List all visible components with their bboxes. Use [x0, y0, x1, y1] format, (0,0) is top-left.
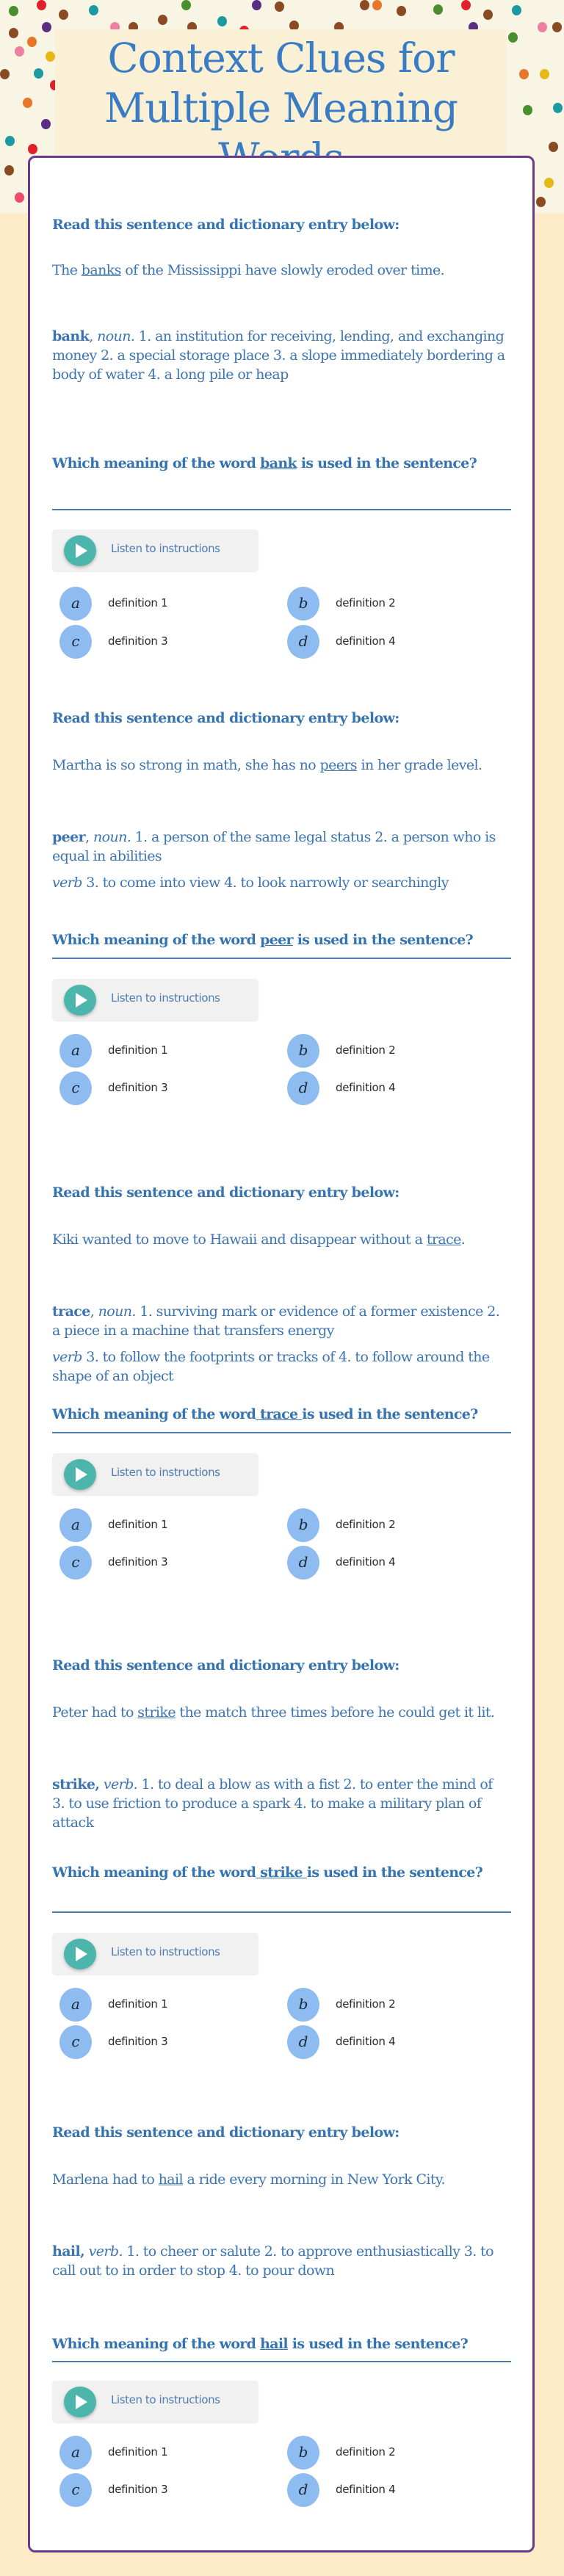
entry-senses: 3. to follow the footprints or tracks of 4. to follow around the shape of an object — [52, 1349, 490, 1384]
decorative-dot — [461, 0, 471, 10]
decorative-dot — [252, 0, 261, 10]
section-heading: Read this sentence and dictionary entry below: — [52, 2124, 400, 2141]
divider — [52, 2361, 511, 2362]
decorative-dot — [523, 105, 532, 115]
decorative-dot — [483, 10, 493, 20]
choice-letter-badge: a — [59, 1034, 92, 1068]
choice-letter-badge: d — [287, 2473, 319, 2507]
example-sentence — [52, 2170, 507, 2189]
choice-d[interactable] — [280, 1546, 500, 1580]
choice-label: definition 2 — [336, 1043, 396, 1057]
choice-letter-badge: b — [287, 1508, 319, 1542]
question-text: is used in the sentence? — [296, 455, 477, 471]
choice-a[interactable] — [52, 1034, 272, 1068]
choice-label: definition 4 — [336, 1081, 396, 1094]
entry-word: bank — [52, 328, 90, 344]
title-banner — [55, 29, 507, 154]
choice-label: definition 3 — [108, 634, 168, 648]
question-text: is used in the sentence? — [302, 1406, 478, 1422]
question-text: Which meaning of the word — [52, 1864, 256, 1881]
worksheet-card — [28, 156, 535, 2553]
dictionary-entry — [52, 327, 507, 384]
sentence-text: . — [460, 1231, 466, 1248]
decorative-dot — [9, 28, 18, 38]
choice-label: definition 4 — [336, 1555, 396, 1569]
decorative-dot — [538, 22, 547, 32]
decorative-dot — [275, 1, 284, 12]
target-word: strike — [137, 1704, 176, 1721]
decorative-dot — [519, 69, 529, 79]
question-target-word: peer — [260, 932, 293, 948]
choice-a[interactable] — [52, 1988, 272, 2022]
part-of-speech: noun. — [98, 1303, 136, 1320]
entry-senses: 1. surviving mark or evidence of a former existence 2. a piece in a machine that transfers energy — [52, 1303, 500, 1339]
listen-label: Listen to instructions — [111, 1466, 220, 1479]
choice-c[interactable] — [52, 2025, 272, 2059]
decorative-dot — [41, 119, 51, 129]
choice-label: definition 3 — [108, 1081, 168, 1094]
decorative-dot — [9, 6, 18, 16]
target-word: hail — [158, 2171, 183, 2188]
decorative-dot — [42, 22, 51, 32]
decorative-dot — [27, 37, 37, 47]
example-sentence — [52, 1703, 507, 1722]
question-text: is used in the sentence? — [292, 932, 473, 948]
choice-label: definition 2 — [336, 1997, 396, 2011]
choice-letter-badge: d — [287, 1071, 319, 1105]
choice-label: definition 4 — [336, 2035, 396, 2048]
decorative-dot — [512, 5, 521, 15]
choice-c[interactable] — [52, 625, 272, 659]
choice-d[interactable] — [280, 1071, 500, 1105]
section-heading: Read this sentence and dictionary entry below: — [52, 1184, 400, 1201]
decorative-dot — [397, 6, 406, 16]
section-heading: Read this sentence and dictionary entry below: — [52, 1657, 400, 1674]
divider — [52, 958, 511, 959]
choice-a[interactable] — [52, 587, 272, 621]
section-heading: Read this sentence and dictionary entry below: — [52, 710, 400, 726]
choice-label: definition 1 — [108, 2445, 168, 2459]
entry-word: peer — [52, 829, 86, 845]
entry-senses: 1. an institution for receiving, lending, and exchanging money 2. a special storage place 3. a slope immediately bordering a body of water 4. a long pile or heap — [52, 328, 505, 383]
sentence-text: a ride every morning in New York City. — [183, 2171, 445, 2188]
choice-c[interactable] — [52, 1546, 272, 1580]
choice-a[interactable] — [52, 1508, 272, 1542]
question-prompt — [52, 2334, 515, 2354]
play-icon — [64, 1939, 96, 1969]
divider — [52, 1911, 511, 1913]
part-of-speech: verb — [52, 1349, 82, 1365]
question-target-word: trace — [256, 1406, 303, 1422]
choice-label: definition 2 — [336, 596, 396, 609]
decorative-dot — [89, 5, 98, 15]
choice-letter-badge: c — [59, 625, 92, 659]
choice-label: definition 3 — [108, 2035, 168, 2048]
target-word: trace — [426, 1231, 461, 1248]
part-of-speech: noun. — [93, 829, 131, 845]
dictionary-entry — [52, 1302, 507, 1340]
decorative-dot — [34, 68, 43, 79]
choice-label: definition 1 — [108, 596, 168, 609]
decorative-dot — [372, 0, 382, 10]
target-word: peers — [319, 757, 358, 773]
choice-letter-badge: d — [287, 625, 319, 659]
decorative-dot — [5, 136, 15, 146]
listen-label: Listen to instructions — [111, 1945, 220, 1958]
choice-letter-badge: c — [59, 1546, 92, 1580]
listen-to-instructions-button[interactable] — [52, 1933, 258, 1975]
choice-label: definition 2 — [336, 1518, 396, 1531]
sentence-text: The — [52, 262, 82, 278]
choice-letter-badge: c — [59, 2473, 92, 2507]
question-text: is used in the sentence? — [306, 1864, 483, 1881]
play-icon — [64, 1459, 96, 1490]
listen-label: Listen to instructions — [111, 542, 220, 555]
entry-separator: , — [85, 829, 93, 845]
decorative-dot — [217, 16, 227, 26]
decorative-dot — [544, 178, 554, 188]
decorative-dot — [28, 144, 37, 154]
choice-letter-badge: d — [287, 1546, 319, 1580]
decorative-dot — [181, 0, 191, 10]
decorative-dot — [553, 103, 563, 113]
sentence-text: of the Mississippi have slowly eroded over time. — [120, 262, 445, 278]
part-of-speech: verb. — [88, 2243, 123, 2260]
entry-senses: 1. to cheer or salute 2. to approve enthusiastically 3. to call out to in order to stop 4. to pour down — [52, 2243, 494, 2279]
decorative-dot — [46, 51, 55, 62]
choice-letter-badge: a — [59, 587, 92, 621]
decorative-dot — [552, 22, 562, 32]
decorative-dot — [37, 0, 46, 10]
choice-c[interactable] — [52, 1071, 272, 1105]
choice-letter-badge: b — [287, 2436, 319, 2470]
choice-d[interactable] — [280, 2025, 500, 2059]
choice-label: definition 1 — [108, 1043, 168, 1057]
choice-label: definition 1 — [108, 1518, 168, 1531]
choice-letter-badge: c — [59, 2025, 92, 2059]
choice-letter-badge: c — [59, 1071, 92, 1105]
decorative-dot — [23, 98, 32, 108]
choice-label: definition 1 — [108, 1997, 168, 2011]
example-sentence — [52, 1230, 507, 1249]
decorative-dot — [0, 69, 10, 79]
question-prompt — [52, 454, 515, 473]
choice-letter-badge: d — [287, 2025, 319, 2059]
entry-word: strike, — [52, 1776, 100, 1792]
play-icon — [64, 985, 96, 1016]
question-text: Which meaning of the word — [52, 1406, 256, 1422]
question-target-word: hail — [260, 2336, 288, 2352]
decorative-dot — [15, 192, 24, 203]
divider — [52, 1432, 511, 1433]
decorative-dot — [540, 69, 549, 79]
decorative-dot — [158, 15, 167, 25]
listen-label: Listen to instructions — [111, 991, 220, 1005]
listen-to-instructions-button[interactable] — [52, 2381, 258, 2423]
decorative-dot — [4, 165, 14, 176]
choice-letter-badge: b — [287, 1034, 319, 1068]
choice-a[interactable] — [52, 2436, 272, 2470]
question-prompt — [52, 1405, 515, 1424]
listen-to-instructions-button[interactable] — [52, 1453, 258, 1495]
title-line-1: Context Clues for — [107, 35, 455, 82]
dictionary-entry — [52, 2242, 507, 2280]
listen-to-instructions-button[interactable] — [52, 979, 258, 1021]
dictionary-entry-verb — [52, 873, 507, 892]
question-text: is used in the sentence? — [287, 2336, 469, 2352]
choice-b[interactable] — [280, 1034, 500, 1068]
choice-label: definition 2 — [336, 2445, 396, 2459]
choice-label: definition 4 — [336, 634, 396, 648]
question-target-word: bank — [260, 455, 297, 471]
choice-b[interactable] — [280, 587, 500, 621]
entry-senses: 1. a person of the same legal status 2. a person who is equal in abilities — [52, 829, 496, 864]
play-icon — [64, 2387, 96, 2417]
entry-senses: 1. to deal a blow as with a fist 2. to enter the mind of 3. to use friction to produce a spark 4. to make a military plan of attack — [52, 1776, 493, 1831]
choice-letter-badge: b — [287, 1988, 319, 2022]
decorative-dot — [59, 10, 68, 20]
choice-label: definition 3 — [108, 1555, 168, 1569]
choice-label: definition 4 — [336, 2483, 396, 2496]
question-prompt — [52, 930, 515, 949]
play-icon — [64, 535, 96, 566]
dictionary-entry-verb — [52, 1347, 507, 1386]
question-prompt — [52, 1863, 515, 1882]
entry-senses: 3. to come into view 4. to look narrowly or searchingly — [82, 875, 449, 891]
choice-letter-badge: a — [59, 1508, 92, 1542]
sentence-text: Marlena had to — [52, 2171, 159, 2188]
dictionary-entry — [52, 1775, 507, 1832]
entry-separator: , — [90, 1303, 98, 1320]
question-text: Which meaning of the word — [52, 2336, 261, 2352]
decorative-dot — [433, 4, 443, 15]
choice-letter-badge: b — [287, 587, 319, 621]
sentence-text: in her grade level. — [357, 757, 482, 773]
example-sentence — [52, 261, 507, 280]
choice-d[interactable] — [280, 2473, 500, 2507]
decorative-dot — [536, 197, 546, 207]
choice-b[interactable] — [280, 1988, 500, 2022]
entry-word: hail, — [52, 2243, 85, 2260]
part-of-speech: noun. — [97, 328, 135, 344]
sentence-text: the match three times before he could get it lit. — [175, 1704, 495, 1721]
choice-c[interactable] — [52, 2473, 272, 2507]
decorative-dot — [508, 32, 518, 43]
section-heading: Read this sentence and dictionary entry below: — [52, 217, 400, 233]
example-sentence — [52, 756, 507, 775]
choice-d[interactable] — [280, 625, 500, 659]
listen-label: Listen to instructions — [111, 2393, 220, 2406]
listen-to-instructions-button[interactable] — [52, 529, 258, 571]
title-line-2: Multiple Meaning — [104, 84, 458, 131]
part-of-speech: verb. — [103, 1776, 138, 1792]
entry-word: trace — [52, 1303, 90, 1320]
sentence-text: Martha is so strong in math, she has no — [52, 757, 320, 773]
choice-letter-badge: a — [59, 1988, 92, 2022]
sentence-text: Kiki wanted to move to Hawaii and disappear without a — [52, 1231, 427, 1248]
choice-b[interactable] — [280, 2436, 500, 2470]
entry-separator: , — [89, 328, 98, 344]
choice-letter-badge: a — [59, 2436, 92, 2470]
sentence-text: Peter had to — [52, 1704, 138, 1721]
choice-label: definition 3 — [108, 2483, 168, 2496]
divider — [52, 509, 511, 510]
question-text: Which meaning of the word — [52, 455, 261, 471]
question-text: Which meaning of the word — [52, 932, 261, 948]
decorative-dot — [360, 0, 369, 10]
part-of-speech: verb — [52, 875, 82, 891]
decorative-dot — [549, 142, 558, 152]
dictionary-entry — [52, 828, 507, 866]
question-target-word: strike — [256, 1864, 307, 1881]
target-word: banks — [81, 262, 121, 278]
decorative-dot — [15, 46, 24, 57]
choice-b[interactable] — [280, 1508, 500, 1542]
